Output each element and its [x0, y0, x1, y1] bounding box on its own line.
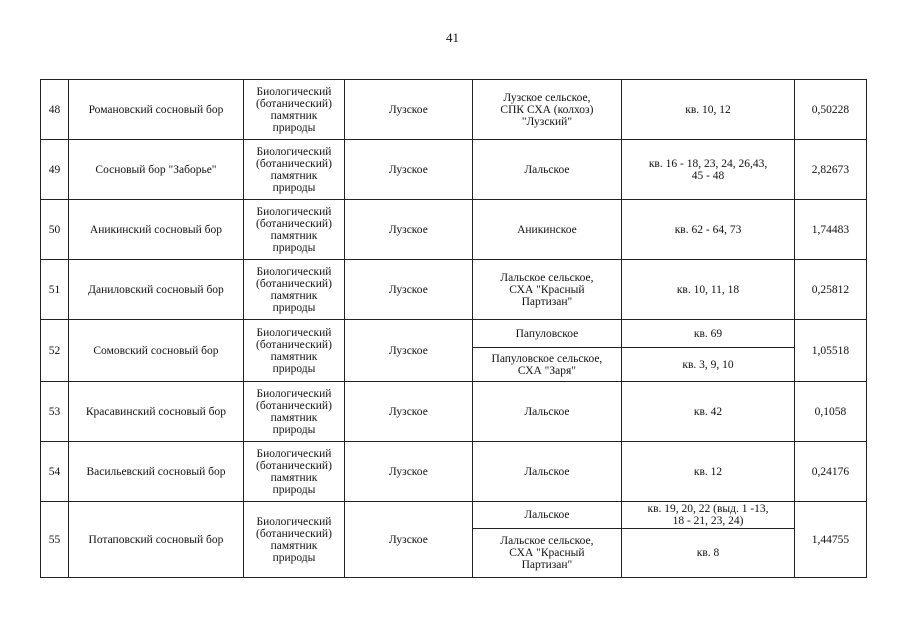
- object-name: Даниловский сосновый бор: [68, 260, 243, 320]
- row-number: 50: [41, 200, 69, 260]
- table-row: [41, 200, 867, 260]
- area: 0,50228: [794, 80, 866, 140]
- row-number: 48: [41, 80, 69, 140]
- object-category: Биологический (ботанический) памятник природы: [244, 140, 345, 200]
- quarters: кв. 69: [622, 320, 795, 348]
- area: 0,24176: [794, 442, 866, 502]
- row-number: 53: [41, 382, 69, 442]
- area: 2,82673: [794, 140, 866, 200]
- district: Лузское: [344, 260, 472, 320]
- object-name: Сосновый бор "Заборье": [68, 140, 243, 200]
- settlement: Лальское: [472, 382, 621, 442]
- object-category: Биологический (ботанический) памятник природы: [244, 442, 345, 502]
- settlement: Лальское: [472, 140, 621, 200]
- object-name: Красавинский сосновый бор: [68, 382, 243, 442]
- quarters: кв. 19, 20, 22 (выд. 1 -13, 18 - 21, 23, 24): [622, 502, 795, 529]
- table-row: [41, 260, 867, 320]
- area: 1,05518: [794, 320, 866, 382]
- object-name: Потаповский сосновый бор: [68, 502, 243, 578]
- object-category: Биологический (ботанический) памятник природы: [244, 502, 345, 578]
- object-category: Биологический (ботанический) памятник природы: [244, 200, 345, 260]
- settlement: Лальское: [472, 442, 621, 502]
- district: Лузское: [344, 80, 472, 140]
- settlement: Лальское сельское, СХА "Красный Партизан": [472, 529, 621, 578]
- district: Лузское: [344, 382, 472, 442]
- quarters: кв. 8: [622, 529, 795, 578]
- quarters: кв. 62 - 64, 73: [622, 200, 795, 260]
- settlement: Лальское сельское, СХА "Красный Партизан": [472, 260, 621, 320]
- quarters: кв. 3, 9, 10: [622, 348, 795, 382]
- quarters: кв. 10, 11, 18: [622, 260, 795, 320]
- settlement: Папуловское сельское, СХА "Заря": [472, 348, 621, 382]
- area: 1,74483: [794, 200, 866, 260]
- quarters: кв. 10, 12: [622, 80, 795, 140]
- table-row: [41, 442, 867, 502]
- settlement: Лальское: [472, 502, 621, 529]
- settlement: Папуловское: [472, 320, 621, 348]
- object-category: Биологический (ботанический) памятник природы: [244, 320, 345, 382]
- object-name: Романовский сосновый бор: [68, 80, 243, 140]
- object-category: Биологический (ботанический) памятник природы: [244, 382, 345, 442]
- object-category: Биологический (ботанический) памятник природы: [244, 260, 345, 320]
- table-row: [41, 382, 867, 442]
- table-row: [41, 502, 867, 529]
- object-name: Сомовский сосновый бор: [68, 320, 243, 382]
- district: Лузское: [344, 502, 472, 578]
- district: Лузское: [344, 320, 472, 382]
- district: Лузское: [344, 200, 472, 260]
- quarters: кв. 16 - 18, 23, 24, 26,43, 45 - 48: [622, 140, 795, 200]
- row-number: 49: [41, 140, 69, 200]
- page-number: 41: [446, 30, 459, 45]
- area: 0,25812: [794, 260, 866, 320]
- table-row: [41, 320, 867, 348]
- row-number: 52: [41, 320, 69, 382]
- district: Лузское: [344, 140, 472, 200]
- area: 1,44755: [794, 502, 866, 578]
- row-number: 54: [41, 442, 69, 502]
- table-row: [41, 140, 867, 200]
- quarters: кв. 42: [622, 382, 795, 442]
- quarters: кв. 12: [622, 442, 795, 502]
- object-name: Аникинский сосновый бор: [68, 200, 243, 260]
- table-row: [41, 80, 867, 140]
- row-number: 55: [41, 502, 69, 578]
- object-name: Васильевский сосновый бор: [68, 442, 243, 502]
- object-category: Биологический (ботанический) памятник природы: [244, 80, 345, 140]
- district: Лузское: [344, 442, 472, 502]
- area: 0,1058: [794, 382, 866, 442]
- row-number: 51: [41, 260, 69, 320]
- settlement: Лузское сельское, СПК СХА (колхоз) "Лузский": [472, 80, 621, 140]
- registry-table: [40, 79, 867, 578]
- settlement: Аникинское: [472, 200, 621, 260]
